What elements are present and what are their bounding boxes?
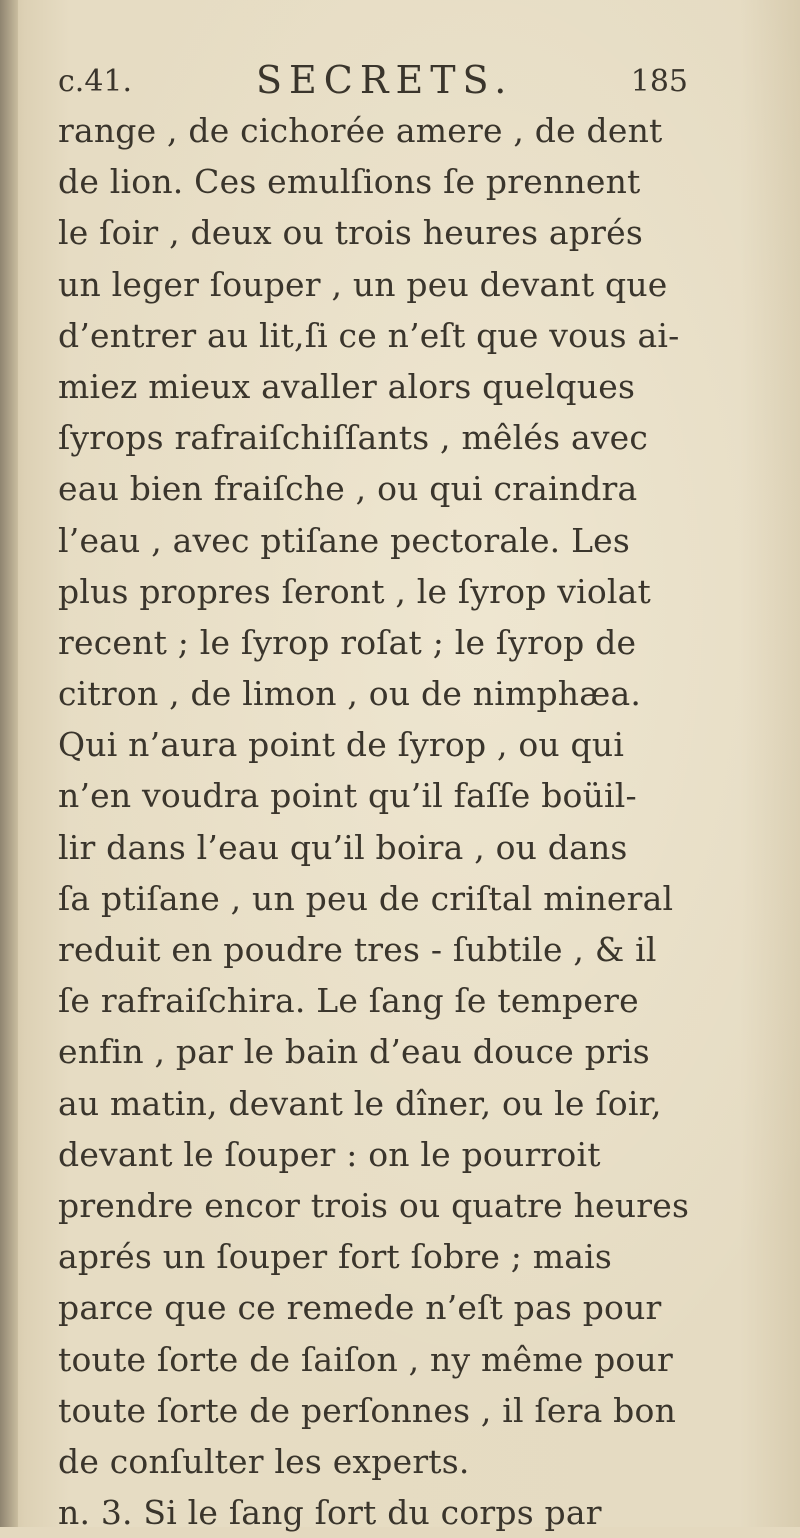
text-line: range , de cichorée amere , de dent <box>58 111 663 150</box>
text-line: devant le ſouper : on le pourroit <box>58 1134 601 1174</box>
text-line: lir dans l’eau qu’il boira , ou dans <box>58 827 628 867</box>
section-start-line: n. 3. Si le ſang ſort du corps par <box>58 1493 602 1533</box>
text-line: prendre encor trois ou quatre heures <box>58 1185 690 1225</box>
text-line: de lion. Ces emulſions ſe prennent <box>58 162 641 202</box>
text-line: aprés un ſouper fort ſobre ; mais <box>58 1237 613 1277</box>
page-number: 185 <box>630 64 688 99</box>
text-line: ſyrops rafraiſchiſſants , mêlés avec <box>58 418 649 458</box>
chapter-marker: c.41. <box>58 64 133 99</box>
text-line: toute ſorte de ſaiſon , ny même pour <box>58 1339 673 1379</box>
text-line: d’entrer au lit,ſi ce n’eſt que vous ai- <box>58 315 680 355</box>
text-line: de conſulter les experts. <box>58 1441 470 1481</box>
text-line: eau bien fraiſche , ou qui craindra <box>58 469 638 509</box>
text-line: Qui n’aura point de ſyrop , ou qui <box>58 725 625 765</box>
binding-gutter <box>0 0 18 1527</box>
page-body <box>58 105 698 1538</box>
text-line: n’en voudra point qu’il faſſe boüil- <box>58 776 637 816</box>
text-line: enfin , par le bain d’eau douce pris <box>58 1032 650 1072</box>
text-line: citron , de limon , ou de nimphæa. <box>58 674 642 714</box>
text-line: le ſoir , deux ou trois heures aprés <box>58 213 643 253</box>
text-line: ſe rafraiſchira. Le ſang ſe tempere <box>58 981 639 1021</box>
text-line: reduit en poudre tres - ſubtile , & il <box>58 930 657 969</box>
text-line: miez mieux avaller alors quelques <box>58 366 636 406</box>
text-line: l’eau , avec ptiſane pectorale. Les <box>58 520 631 560</box>
text-line: recent ; le ſyrop roſat ; le ſyrop de <box>58 622 637 662</box>
page-header <box>58 55 688 105</box>
text-line: parce que ce remede n’eſt pas pour <box>58 1288 662 1328</box>
text-line: ſa ptiſane , un peu de criſtal mineral <box>58 878 674 918</box>
text-line: toute ſorte de perſonnes , il ſera bon <box>58 1390 677 1430</box>
text-line: au matin, devant le dîner, ou le ſoir, <box>58 1083 662 1123</box>
text-line: un leger ſouper , un peu devant que <box>58 264 668 304</box>
running-title: SECRETS. <box>256 58 514 102</box>
text-line: plus propres ſeront , le ſyrop violat <box>58 571 651 611</box>
